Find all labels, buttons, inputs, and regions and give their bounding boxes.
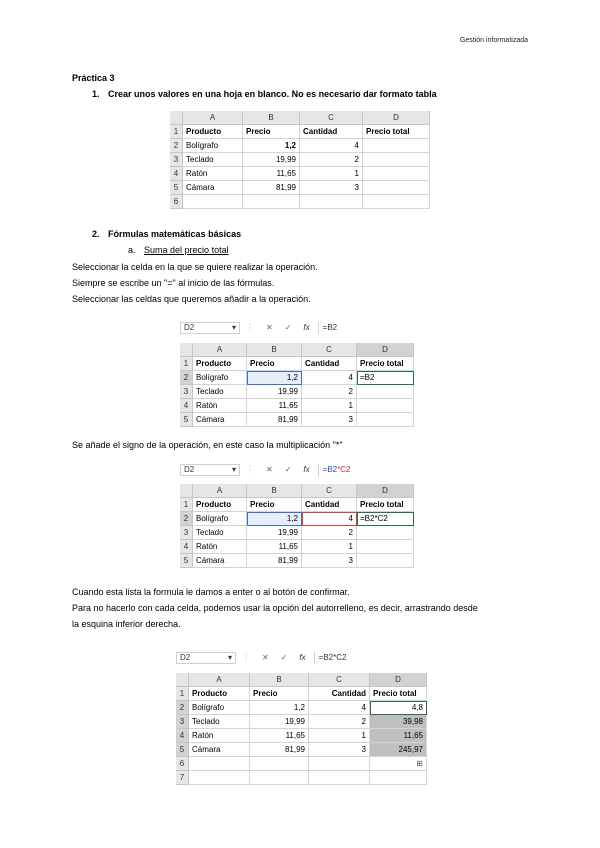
name-box[interactable] (180, 464, 240, 476)
cell[interactable] (363, 195, 430, 209)
cell[interactable]: Precio (250, 687, 309, 701)
cell[interactable] (309, 757, 370, 771)
cell[interactable]: 4 (302, 371, 357, 385)
table-row (180, 526, 414, 540)
row-header[interactable]: 5 (180, 413, 193, 427)
table-row (170, 125, 430, 139)
table-row (176, 743, 427, 757)
confirm-icon[interactable]: ✓ (284, 323, 292, 332)
row-header[interactable]: 6 (176, 757, 189, 771)
function-icon[interactable]: fx (303, 465, 310, 474)
row-header[interactable]: 4 (180, 540, 193, 554)
col-header-c[interactable]: C (302, 343, 357, 357)
cell[interactable]: Precio (247, 357, 302, 371)
cell[interactable]: Precio (243, 125, 300, 139)
step-1-number: 1. (92, 89, 100, 99)
cell[interactable]: Precio total (357, 498, 414, 512)
spreadsheet-4 (176, 673, 427, 785)
cancel-icon[interactable]: ✕ (266, 465, 273, 474)
formula-text: =B2 (322, 323, 338, 332)
row-header[interactable]: 3 (180, 385, 193, 399)
table-row (170, 167, 430, 181)
cell[interactable]: Bolígrafo (183, 139, 243, 153)
row-header[interactable]: 2 (176, 701, 189, 715)
cell[interactable]: Precio total (363, 125, 430, 139)
spreadsheet-2 (180, 343, 414, 427)
formula-input[interactable] (318, 322, 337, 334)
paragraph: la esquina inferior derecha. (72, 619, 181, 629)
paragraph: Seleccionar las celdas que queremos añadir a la operación. (72, 294, 311, 304)
cell[interactable]: 19,99 (243, 153, 300, 167)
cell[interactable]: Cámara (189, 743, 250, 757)
row-header[interactable]: 5 (176, 743, 189, 757)
sub-step-a (128, 245, 229, 255)
cell[interactable] (250, 771, 309, 785)
cell[interactable]: 11,65 (247, 540, 302, 554)
cell-d3[interactable]: 39,98 (370, 715, 427, 729)
table-row (176, 701, 427, 715)
cell[interactable]: Cantidad (309, 687, 370, 701)
table-row (180, 399, 414, 413)
col-header-d[interactable]: D (357, 484, 414, 498)
cell[interactable]: Cantidad (300, 125, 363, 139)
cell[interactable] (363, 139, 430, 153)
cell[interactable]: 4 (309, 701, 370, 715)
dropdown-icon[interactable]: ▾ (227, 653, 232, 662)
col-header-a[interactable]: A (183, 111, 243, 125)
cell[interactable]: 19,99 (247, 385, 302, 399)
step-1-text: Crear unos valores en una hoja en blanco. No es necesario dar formato tabla (108, 89, 437, 99)
cell[interactable]: Teclado (193, 526, 247, 540)
cell[interactable]: Bolígrafo (193, 371, 247, 385)
row-header[interactable]: 6 (170, 195, 183, 209)
corner-cell[interactable] (180, 484, 193, 498)
formula-ref-b2: =B2 (322, 465, 338, 474)
table-row (170, 195, 430, 209)
cell[interactable]: 81,99 (243, 181, 300, 195)
row-header[interactable]: 4 (176, 729, 189, 743)
table-row (170, 181, 430, 195)
cell[interactable]: 11,65 (247, 399, 302, 413)
cell[interactable] (357, 554, 414, 568)
cell[interactable]: 3 (302, 413, 357, 427)
cell[interactable]: 11,65 (243, 167, 300, 181)
cell-d2[interactable]: 4,8 (370, 701, 427, 715)
corner-cell[interactable] (180, 343, 193, 357)
cancel-icon[interactable]: ✕ (262, 653, 269, 662)
paragraph: Se añade el signo de la operación, en este caso la multiplicación "*" (72, 440, 343, 450)
formula-input[interactable] (314, 652, 347, 664)
cell[interactable]: Teclado (193, 385, 247, 399)
col-header-c[interactable]: C (302, 484, 357, 498)
more-icon: ⋮ (246, 323, 254, 332)
spreadsheet-3 (180, 484, 414, 568)
table-row (170, 139, 430, 153)
paragraph: Cuando esta lista la formula le damos a enter o al botón de confirmar. (72, 587, 350, 597)
table-row (180, 554, 414, 568)
row-header[interactable]: 5 (170, 181, 183, 195)
cell[interactable]: 2 (302, 385, 357, 399)
cell[interactable]: 1,2 (243, 139, 300, 153)
table-row (180, 498, 414, 512)
cell[interactable] (357, 413, 414, 427)
name-box[interactable] (180, 322, 240, 334)
col-header-a[interactable]: A (193, 343, 247, 357)
col-header-c[interactable]: C (309, 673, 370, 687)
spreadsheet-1 (170, 111, 430, 209)
cell[interactable]: 1 (302, 540, 357, 554)
function-icon[interactable]: fx (303, 323, 310, 332)
function-icon[interactable]: fx (299, 653, 306, 662)
cell[interactable] (189, 757, 250, 771)
step-1 (92, 89, 437, 99)
row-header[interactable]: 4 (170, 167, 183, 181)
cell[interactable] (189, 771, 250, 785)
cell-b2[interactable]: 1,2 (247, 371, 302, 385)
table-row (180, 371, 414, 385)
formula-input[interactable] (318, 464, 351, 476)
cell[interactable] (309, 771, 370, 785)
cell-d4[interactable]: 11,65 (370, 729, 427, 743)
col-header-b[interactable]: B (243, 111, 300, 125)
row-header[interactable]: 2 (170, 139, 183, 153)
table-row (176, 729, 427, 743)
row-header[interactable]: 3 (180, 526, 193, 540)
formula-bar (176, 650, 420, 665)
paragraph: Seleccionar la celda en la que se quiere realizar la operación. (72, 262, 318, 272)
formula-bar (180, 320, 416, 335)
cell[interactable]: 4 (300, 139, 363, 153)
formula-bar (180, 462, 416, 477)
cell[interactable]: Ratón (189, 729, 250, 743)
cell[interactable]: 1 (300, 167, 363, 181)
dropdown-icon[interactable]: ▾ (231, 323, 236, 332)
table-row (180, 540, 414, 554)
cell[interactable]: 1 (302, 399, 357, 413)
sub-step-text: Suma del precio total (144, 245, 229, 255)
cell[interactable] (363, 181, 430, 195)
cell[interactable]: Producto (183, 125, 243, 139)
cell-d2[interactable]: =B2 (357, 371, 414, 385)
cell[interactable]: 1 (309, 729, 370, 743)
dropdown-icon[interactable]: ▾ (231, 465, 236, 474)
cell[interactable]: Cámara (193, 554, 247, 568)
cell-d5[interactable]: 245,97 (370, 743, 427, 757)
cell[interactable]: 3 (302, 554, 357, 568)
row-header[interactable]: 3 (176, 715, 189, 729)
cell[interactable]: 81,99 (247, 554, 302, 568)
name-box-value: D2 (184, 323, 195, 332)
row-header[interactable]: 5 (180, 554, 193, 568)
formula-ref-c2: *C2 (337, 465, 351, 474)
cell[interactable]: 11,65 (250, 729, 309, 743)
col-header-b[interactable]: B (250, 673, 309, 687)
autofill-options-icon[interactable]: ⊞ (370, 757, 427, 771)
step-2-text: Fórmulas matemáticas básicas (108, 229, 242, 239)
corner-cell[interactable] (170, 111, 183, 125)
row-header[interactable]: 2 (180, 512, 193, 526)
cell[interactable]: 2 (302, 526, 357, 540)
cell[interactable]: 2 (309, 715, 370, 729)
table-row (170, 153, 430, 167)
document-header: Gestión informatizada (459, 37, 528, 44)
cell[interactable] (250, 757, 309, 771)
cell[interactable]: Teclado (183, 153, 243, 167)
corner-cell[interactable] (176, 673, 189, 687)
cell[interactable]: Precio total (370, 687, 427, 701)
table-row (176, 771, 427, 785)
row-header[interactable]: 1 (180, 357, 193, 371)
page-title: Práctica 3 (72, 73, 115, 83)
cell[interactable]: Producto (193, 498, 247, 512)
table-row (180, 357, 414, 371)
col-header-d[interactable]: D (357, 343, 414, 357)
step-2 (92, 229, 241, 239)
cell[interactable] (357, 526, 414, 540)
cell-d2[interactable]: =B2*C2 (357, 512, 414, 526)
cell[interactable] (243, 195, 300, 209)
cell[interactable] (363, 153, 430, 167)
cell[interactable]: 2 (300, 153, 363, 167)
row-header[interactable]: 1 (176, 687, 189, 701)
cell[interactable] (363, 167, 430, 181)
table-row (176, 715, 427, 729)
sub-step-letter: a. (128, 245, 136, 255)
paragraph: Siempre se escribe un "=" al inicio de las fórmulas. (72, 278, 275, 288)
paragraph: Para no hacerlo con cada celda, podemos usar la opción del autorrelleno, es decir, arrastrando desde (72, 603, 478, 613)
cell[interactable]: Producto (189, 687, 250, 701)
cell[interactable]: Precio (247, 498, 302, 512)
cancel-icon[interactable]: ✕ (266, 323, 273, 332)
cell[interactable]: 81,99 (250, 743, 309, 757)
col-header-d[interactable]: D (363, 111, 430, 125)
cell[interactable]: Bolígrafo (193, 512, 247, 526)
confirm-icon[interactable]: ✓ (280, 653, 288, 662)
cell[interactable]: 1,2 (250, 701, 309, 715)
cell[interactable]: Cámara (183, 181, 243, 195)
cell[interactable] (370, 771, 427, 785)
table-row (180, 512, 414, 526)
step-2-number: 2. (92, 229, 100, 239)
cell[interactable] (357, 385, 414, 399)
row-header[interactable]: 4 (180, 399, 193, 413)
formula-text: =B2*C2 (318, 653, 347, 662)
more-icon: ⋮ (246, 465, 254, 474)
col-header-c[interactable]: C (300, 111, 363, 125)
cell-c2[interactable]: 4 (302, 512, 357, 526)
col-header-b[interactable]: B (247, 343, 302, 357)
name-box-value: D2 (180, 653, 191, 662)
cell[interactable] (357, 399, 414, 413)
cell[interactable]: 81,99 (247, 413, 302, 427)
table-row (180, 385, 414, 399)
row-header[interactable]: 7 (176, 771, 189, 785)
cell[interactable]: Ratón (193, 399, 247, 413)
row-header[interactable]: 1 (170, 125, 183, 139)
cell[interactable] (183, 195, 243, 209)
cell[interactable] (357, 540, 414, 554)
cell[interactable]: 3 (300, 181, 363, 195)
cell[interactable]: Cantidad (302, 357, 357, 371)
name-box-value: D2 (184, 465, 195, 474)
cell[interactable] (300, 195, 363, 209)
cell[interactable]: 19,99 (250, 715, 309, 729)
row-header[interactable]: 1 (180, 498, 193, 512)
cell[interactable]: Cámara (193, 413, 247, 427)
cell[interactable]: Bolígrafo (189, 701, 250, 715)
confirm-icon[interactable]: ✓ (284, 465, 292, 474)
cell[interactable]: Precio total (357, 357, 414, 371)
row-header[interactable]: 3 (170, 153, 183, 167)
cell[interactable]: 19,99 (247, 526, 302, 540)
name-box[interactable] (176, 652, 236, 664)
col-header-a[interactable]: A (189, 673, 250, 687)
table-row (180, 413, 414, 427)
table-row (176, 687, 427, 701)
cell[interactable]: Producto (193, 357, 247, 371)
row-header[interactable]: 2 (180, 371, 193, 385)
table-row (176, 757, 427, 771)
cell[interactable]: Teclado (189, 715, 250, 729)
col-header-b[interactable]: B (247, 484, 302, 498)
cell[interactable]: 3 (309, 743, 370, 757)
col-header-a[interactable]: A (193, 484, 247, 498)
more-icon: ⋮ (242, 653, 250, 662)
cell[interactable]: Ratón (193, 540, 247, 554)
cell[interactable]: Ratón (183, 167, 243, 181)
cell[interactable]: Cantidad (302, 498, 357, 512)
cell-b2[interactable]: 1,2 (247, 512, 302, 526)
col-header-d[interactable]: D (370, 673, 427, 687)
